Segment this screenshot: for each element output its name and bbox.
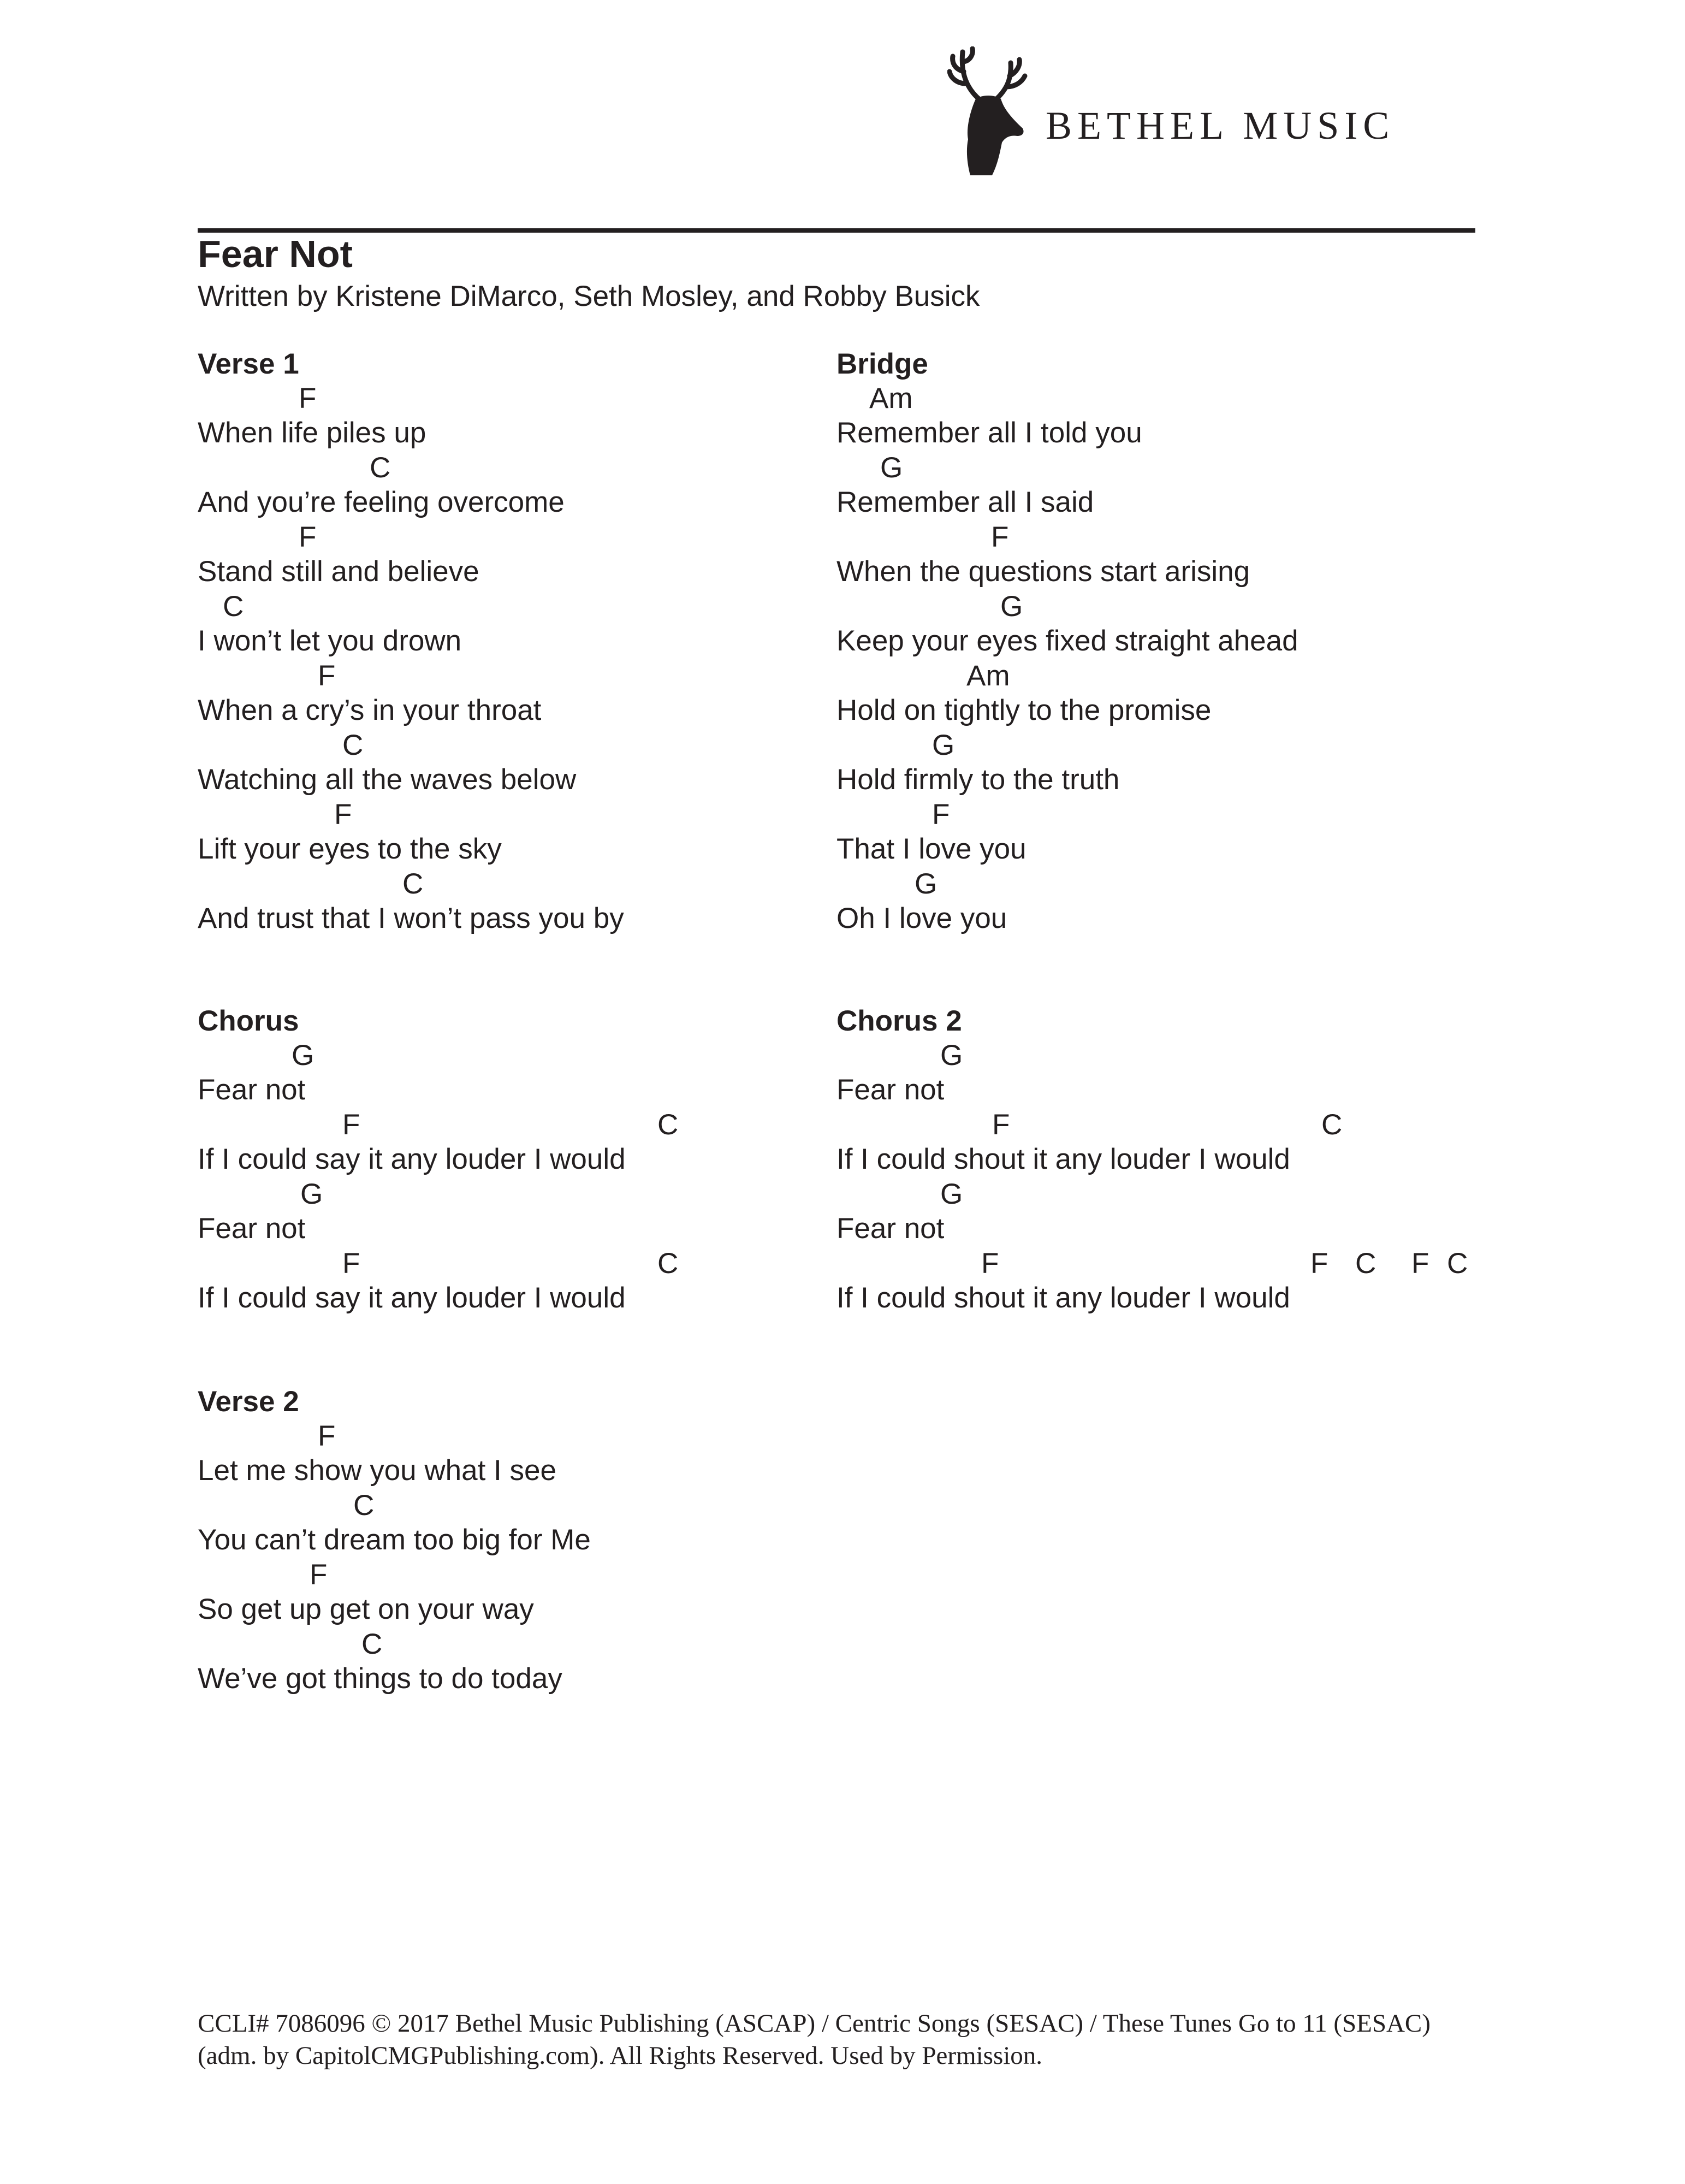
song-writers: Written by Kristene DiMarco, Seth Mosley, and Robby Busick xyxy=(198,280,980,312)
chord: C xyxy=(223,590,244,623)
chord: G xyxy=(940,1178,963,1210)
header-divider xyxy=(198,228,1475,233)
chord: F xyxy=(318,1420,336,1452)
chord: G xyxy=(932,729,955,761)
chord: C xyxy=(1447,1247,1468,1280)
bethel-music-logo xyxy=(947,46,1472,177)
chord: F xyxy=(1411,1247,1429,1280)
chord: G xyxy=(300,1178,323,1210)
section-chorus-2 xyxy=(836,1004,1481,1316)
section-heading: Verse 1 xyxy=(198,348,299,380)
lyric-line xyxy=(198,520,826,589)
lyric-line xyxy=(836,520,1481,589)
chord: C xyxy=(1321,1109,1343,1141)
section-heading: Chorus 2 xyxy=(836,1005,962,1037)
chord: C xyxy=(353,1489,375,1522)
lyric-line xyxy=(198,867,826,936)
chord: F xyxy=(342,1109,360,1141)
lyric-text: Watching all the waves below xyxy=(198,763,577,796)
chord: G xyxy=(292,1039,315,1072)
lyric-line xyxy=(198,728,826,797)
lyric-text: That I love you xyxy=(836,833,1027,865)
lyric-line xyxy=(198,381,826,451)
chord: C xyxy=(657,1247,679,1280)
lyric-text: If I could shout it any louder I would xyxy=(836,1282,1290,1314)
lyric-line xyxy=(198,659,826,728)
lyric-line xyxy=(198,589,826,659)
section-bridge xyxy=(836,347,1481,936)
lyric-text: When a cry’s in your throat xyxy=(198,694,542,726)
lyric-text: Lift your eyes to the sky xyxy=(198,833,502,865)
lyric-line xyxy=(836,1038,1481,1108)
chord: C xyxy=(370,452,391,484)
section-heading: Verse 2 xyxy=(198,1386,299,1418)
lyric-text: If I could say it any louder I would xyxy=(198,1282,626,1314)
lyric-text: If I could say it any louder I would xyxy=(198,1143,626,1175)
lyric-text: Remember all I told you xyxy=(836,417,1142,449)
lyric-line xyxy=(836,659,1481,728)
deer-head-icon xyxy=(947,46,1029,177)
lyric-line xyxy=(836,589,1481,659)
lyric-text: Fear not xyxy=(198,1074,306,1106)
lyric-line xyxy=(198,1627,826,1696)
lyric-text: Keep your eyes fixed straight ahead xyxy=(836,625,1298,657)
section-heading: Bridge xyxy=(836,348,928,380)
song-title: Fear Not xyxy=(198,233,353,275)
lyric-text: You can’t dream too big for Me xyxy=(198,1524,591,1556)
lyric-text: Remember all I said xyxy=(836,486,1094,518)
lyric-text: When life piles up xyxy=(198,417,426,449)
lyric-text: Hold firmly to the truth xyxy=(836,763,1120,796)
chord: F xyxy=(310,1559,328,1591)
chord: C xyxy=(1355,1247,1377,1280)
chord: C xyxy=(402,868,424,900)
section-heading: Chorus xyxy=(198,1005,299,1037)
chord: G xyxy=(915,868,938,900)
lyric-line xyxy=(198,1108,826,1177)
section-verse-2 xyxy=(198,1384,826,1696)
lyric-text: Fear not xyxy=(836,1212,945,1245)
copyright-notice: CCLI# 7086096 © 2017 Bethel Music Publishing (ASCAP) / Centric Songs (SESAC) / These Tunes Go to 11 (SESAC) (adm. by CapitolCMGPublishing.com). All Rights Reserved. Used by Permission. xyxy=(198,2009,1431,2070)
chord: F xyxy=(342,1247,360,1280)
section-verse-1 xyxy=(198,347,826,936)
lyric-line xyxy=(198,1177,826,1246)
lyric-line xyxy=(836,1177,1481,1246)
lyric-text: Let me show you what I see xyxy=(198,1454,556,1487)
lyric-text: We’ve got things to do today xyxy=(198,1662,562,1695)
chord: F xyxy=(981,1247,999,1280)
chord: F xyxy=(992,1109,1010,1141)
brand-wordmark: BETHEL MUSIC xyxy=(1046,104,1395,147)
lyric-line xyxy=(198,1038,826,1108)
lyric-line xyxy=(836,867,1481,936)
lyric-text: Hold on tightly to the promise xyxy=(836,694,1212,726)
chord: C xyxy=(342,729,364,761)
chord: F xyxy=(299,382,317,415)
chord: G xyxy=(880,452,903,484)
lyric-text: Fear not xyxy=(198,1212,306,1245)
lyric-line xyxy=(198,1246,826,1316)
chord: Am xyxy=(966,660,1010,692)
lyric-text: So get up get on your way xyxy=(198,1593,534,1625)
lyric-text: I won’t let you drown xyxy=(198,625,462,657)
lyric-line xyxy=(836,797,1481,867)
lyric-text: Stand still and believe xyxy=(198,555,479,588)
lyric-text: And trust that I won’t pass you by xyxy=(198,902,624,934)
chord: G xyxy=(940,1039,963,1072)
section-chorus xyxy=(198,1004,826,1316)
lyric-text: When the questions start arising xyxy=(836,555,1250,588)
lyric-line xyxy=(198,797,826,867)
lyric-line xyxy=(836,728,1481,797)
chord: F xyxy=(1310,1247,1328,1280)
lyric-text: If I could shout it any louder I would xyxy=(836,1143,1290,1175)
chord: F xyxy=(932,798,950,831)
lyric-line xyxy=(836,381,1481,451)
chord: C xyxy=(361,1628,383,1660)
chord: C xyxy=(657,1109,679,1141)
lyric-line xyxy=(198,1419,826,1488)
chord: F xyxy=(991,521,1009,553)
lyric-text: Fear not xyxy=(836,1074,945,1106)
lyric-text: And you’re feeling overcome xyxy=(198,486,565,518)
lyric-line xyxy=(198,1558,826,1627)
chord: G xyxy=(1000,590,1023,623)
lyric-text: Oh I love you xyxy=(836,902,1007,934)
chord: Am xyxy=(869,382,913,415)
chord: F xyxy=(334,798,352,831)
lyric-line xyxy=(198,451,826,520)
lyric-line xyxy=(836,451,1481,520)
lyric-line xyxy=(836,1246,1481,1316)
chord: F xyxy=(318,660,336,692)
lyric-line xyxy=(836,1108,1481,1177)
lyric-line xyxy=(198,1488,826,1558)
chord: F xyxy=(299,521,317,553)
